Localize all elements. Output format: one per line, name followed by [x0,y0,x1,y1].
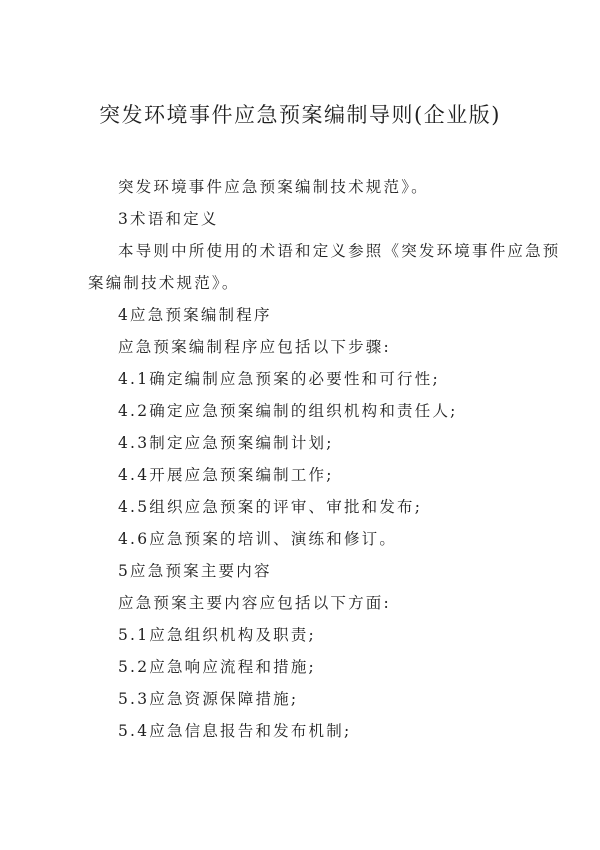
list-item: 5.1应急组织机构及职责; [118,626,316,644]
list-item: 4.4开展应急预案编制工作; [118,466,334,484]
paragraph-line: 应急预案编制程序应包括以下步骤: [118,338,391,356]
list-item: 4.3制定应急预案编制计划; [118,434,334,452]
paragraph-line: 应急预案主要内容应包括以下方面: [118,594,391,612]
paragraph-line: 案编制技术规范》。 [88,274,240,292]
list-item: 5.3应急资源保障措施; [118,690,299,708]
list-item: 5.4应急信息报告和发布机制; [118,722,352,740]
list-item: 4.5组织应急预案的评审、审批和发布; [118,498,423,516]
paragraph-line: 突发环境事件应急预案编制技术规范》。 [118,178,429,196]
list-item: 5.2应急响应流程和措施; [118,658,316,676]
section-heading-4: 4应急预案编制程序 [118,306,272,324]
section-heading-3: 3术语和定义 [118,210,219,228]
list-item: 4.1确定编制应急预案的必要性和可行性; [118,370,440,388]
paragraph-line: 本导则中所使用的术语和定义参照《突发环境事件应急预 [118,242,561,260]
document-title: 突发环境事件应急预案编制导则(企业版) [99,103,501,127]
list-item: 4.2确定应急预案编制的组织机构和责任人; [118,402,458,420]
section-heading-5: 5应急预案主要内容 [118,562,272,580]
list-item: 4.6应急预案的培训、演练和修订。 [118,530,398,548]
